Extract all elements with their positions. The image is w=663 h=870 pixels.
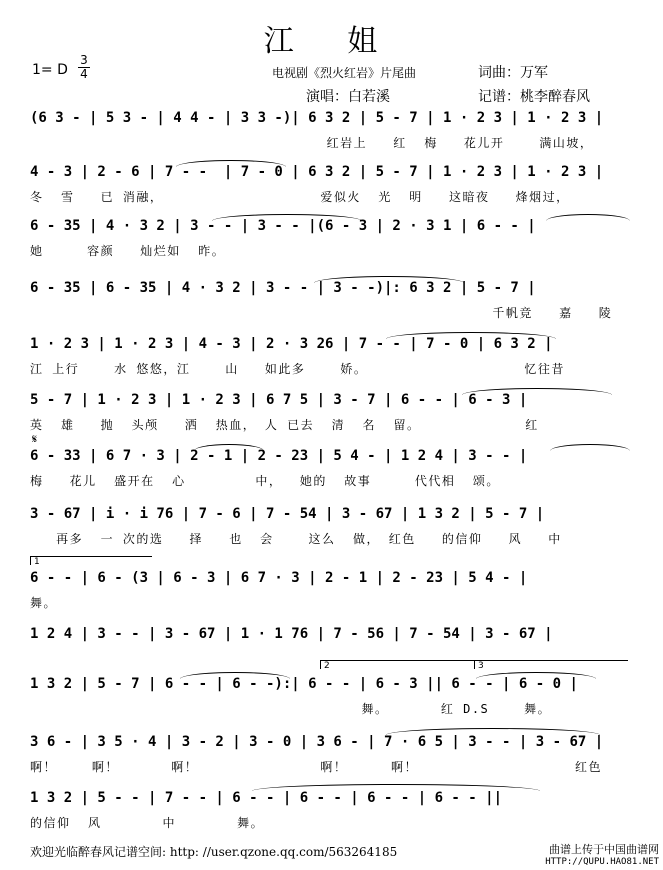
lyric-line: 再多 一 次的选 择 也 会 这么 做， 红色 的信仰 风 中	[30, 532, 562, 546]
music-system-4	[30, 280, 632, 334]
volta-bracket-1: 1	[30, 556, 152, 565]
music-system-1	[30, 110, 632, 164]
notation-line: 6 - 33 | 6 7 · 3 | 2 - 1 | 2 - 23 | 5 4 - | 1 2 4 | 3 - - |	[30, 448, 528, 464]
singer: 演唱：白若溪	[306, 89, 390, 105]
music-system-11	[30, 661, 632, 730]
subtitle: 电视剧《烈火红岩》片尾曲	[272, 66, 417, 80]
music-system-7	[30, 448, 632, 502]
notation-line: (6 3 - | 5 3 - | 4 4 - | 3 3 -)| 6 3 2 | 5 - 7 | 1 · 2 3 | 1 · 2 3 |	[30, 110, 604, 126]
music-system-3	[30, 218, 632, 272]
notation-line: 6 - - | 6 - (3 | 6 - 3 | 6 7 · 3 | 2 - 1 | 2 - 23 | 5 4 - |	[30, 570, 528, 586]
time-signature-top: 3	[80, 53, 88, 67]
music-system-12	[30, 734, 632, 788]
watermark-line-2: HTTP://QUPU.HAO81.NET	[545, 857, 659, 867]
notation-line: 6 - 35 | 4 · 3 2 | 3 - - | 3 - - |(6 - 3 | 2 · 3 1 | 6 - - |	[30, 218, 536, 234]
music-system-2	[30, 164, 632, 218]
lyric-line: 江 上行 水 悠悠，江 山 如此多 娇。 忆往昔	[30, 362, 565, 376]
notation-line: 5 - 7 | 1 · 2 3 | 1 · 2 3 | 6 7 5 | 3 - 7 | 6 - - | 6 - 3 |	[30, 392, 528, 408]
music-system-6	[30, 392, 632, 446]
music-system-8	[30, 506, 632, 560]
lyric-line: 舞。	[30, 596, 58, 610]
song-title: 江 姐	[263, 24, 400, 59]
time-signature	[78, 54, 90, 81]
lyric-line: 她 容颜 灿烂如 昨。	[30, 244, 226, 258]
lyric-line: 的信仰 风 中 舞。	[30, 816, 265, 830]
lyric-line: 千帆竞 嘉 陵	[30, 306, 613, 320]
lyric-line: 冬 雪 已 消融， 爱似火 光 明 这暗夜 烽烟过，	[30, 190, 570, 204]
lyric-line: 舞。 红 D.S 舞。	[30, 702, 552, 716]
volta-bracket-2: 2	[320, 660, 474, 669]
tie-mark	[550, 444, 630, 451]
footer-link-text: 欢迎光临醉春风记谱空间: http: //user.qzone.qq.com/563264185	[30, 845, 398, 859]
segno-sign: 𝄋	[32, 432, 38, 446]
lyric-line: 啊！ 啊！ 啊！ 啊！ 啊！ 红色	[30, 760, 603, 774]
watermark-line-1: 曲谱上传于中国曲谱网	[549, 843, 659, 856]
lyric-line: 梅 花儿 盛开在 心 中， 她的 故事 代代相 颂。	[30, 474, 500, 488]
key-signature: 1= D	[32, 62, 68, 78]
transcriber: 记谱：桃李醉春风	[478, 89, 590, 105]
tie-mark	[546, 214, 630, 221]
time-signature-bottom: 4	[80, 67, 88, 81]
notation-line: 1 3 2 | 5 - 7 | 6 - - | 6 - -):| 6 - - | 6 - 3 || 6 - - | 6 - 0 |	[30, 676, 578, 692]
music-system-9	[30, 557, 632, 624]
lyricist-composer: 词曲：万军	[478, 65, 548, 81]
music-system-5	[30, 336, 632, 390]
volta-bracket-3: 3	[474, 660, 628, 669]
notation-line: 1 2 4 | 3 - - | 3 - 67 | 1 · 1 76 | 7 - 56 | 7 - 54 | 3 - 67 |	[30, 626, 553, 642]
notation-line: 1 · 2 3 | 1 · 2 3 | 4 - 3 | 2 · 3 26 | 7 - - | 7 - 0 | 6 3 2 |	[30, 336, 553, 352]
lyric-line: 红岩上 红 梅 花儿开 满山坡，	[30, 136, 594, 150]
notation-line: 3 6 - | 3 5 · 4 | 3 - 2 | 3 - 0 | 3 6 - | 7 · 6 5 | 3 - - | 3 - 67 |	[30, 734, 604, 750]
music-system-13	[30, 790, 632, 844]
notation-line: 3 - 67 | i · i 76 | 7 - 6 | 7 - 54 | 3 - 67 | 1 3 2 | 5 - 7 |	[30, 506, 545, 522]
notation-line: 6 - 35 | 6 - 35 | 4 · 3 2 | 3 - - | 3 - -)|: 6 3 2 | 5 - 7 |	[30, 280, 536, 296]
notation-line: 1 3 2 | 5 - - | 7 - - | 6 - - | 6 - - | 6 - - | 6 - - ||	[30, 790, 503, 806]
notation-line: 4 - 3 | 2 - 6 | 7 - - | 7 - 0 | 6 3 2 | 5 - 7 | 1 · 2 3 | 1 · 2 3 |	[30, 164, 604, 180]
lyric-line: 英 雄 抛 头颅 洒 热血， 人 已去 清 名 留。 红	[30, 418, 539, 432]
site-watermark	[545, 843, 659, 869]
